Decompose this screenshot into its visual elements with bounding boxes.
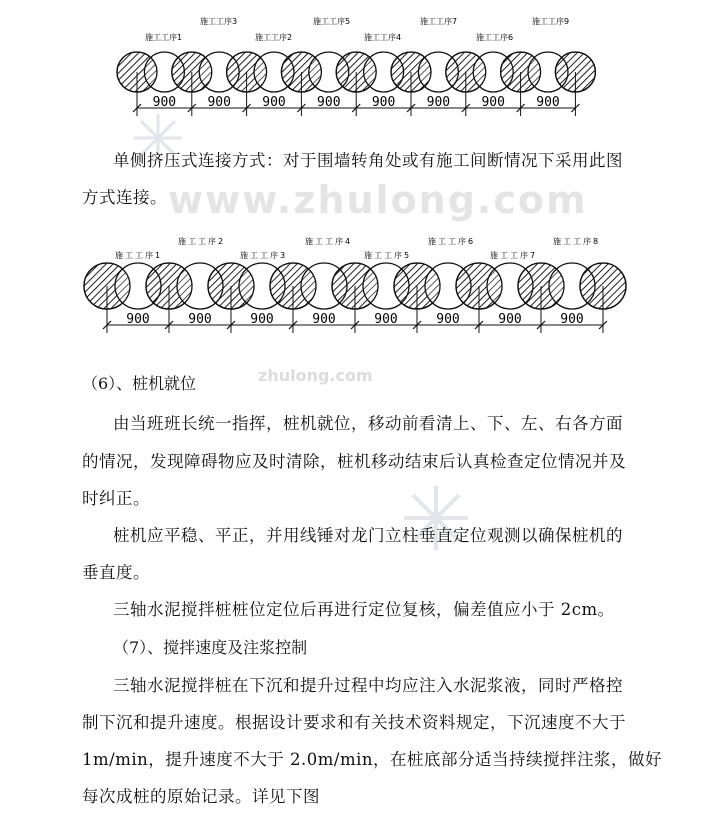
watermark-small: zhulong.com — [258, 366, 373, 385]
section-7-para-1-line-2: 制下沉和提升速度。根据设计要求和有关技术资料规定，下沉速度不大于 — [82, 713, 626, 732]
fig1-label-top-3: 施工工序7 — [420, 17, 458, 26]
section-6-para-1-line-1: 由当班班长统一指挥，桩机就位，移动前看清上、下、左、右各方面 — [113, 414, 623, 433]
fig1-label-top-4: 施工工序9 — [532, 17, 570, 26]
dimension-label: 900 — [498, 312, 522, 327]
fig2-label-bottom-1: 施工工序1 — [115, 251, 163, 260]
dimension-label: 900 — [426, 95, 451, 110]
paragraph-connection-line-2: 方式连接。 — [82, 188, 167, 207]
dimension-label: 900 — [436, 312, 460, 327]
fig2-label-bottom-4: 施工工序7 — [490, 251, 538, 260]
section-6-para-2-line-1: 桩机应平稳、平正，并用线锤对龙门立柱垂直定位观测以确保桩机的 — [113, 526, 623, 545]
dimension-label: 900 — [371, 95, 396, 110]
dimension-label: 900 — [374, 312, 398, 327]
pile-diagram-2 — [0, 228, 718, 338]
section-7-heading: （7）、搅拌速度及注浆控制 — [113, 638, 308, 657]
fig1-label-bottom-1: 施工工序1 — [145, 33, 183, 42]
section-6-para-1-line-2: 的情况，发现障碍物应及时清除，桩机移动结束后认真检查定位情况并及 — [82, 452, 626, 471]
watermark-logo-icon — [396, 478, 476, 558]
section-7-para-1-line-1: 三轴水泥搅拌桩在下沉和提升过程中均应注入水泥浆液，同时严格控 — [113, 676, 623, 695]
dimension-label: 900 — [207, 95, 231, 110]
fig2-label-top-2: 施工工序4 — [305, 237, 353, 246]
fig2-label-bottom-2: 施工工序3 — [240, 251, 288, 260]
section-7-para-1-line-3: 1m/min，提升速度不大于 2.0m/min，在桩底部分适当持续搅拌注浆，做好 — [82, 750, 662, 769]
watermark-url: www.zhulong.com — [168, 178, 588, 222]
fig2-label-top-1: 施工工序2 — [178, 237, 226, 246]
pile-diagram-1 — [0, 0, 718, 130]
fig2-label-top-4: 施工工序8 — [553, 237, 601, 246]
dimension-label: 900 — [262, 95, 286, 110]
dimension-label: 900 — [317, 95, 341, 110]
dimension-label: 900 — [481, 95, 505, 110]
fig1-label-top-1: 施工工序3 — [200, 17, 238, 26]
section-6-heading: （6）、桩机就位 — [82, 374, 197, 393]
dimension-label: 900 — [188, 312, 212, 327]
fig2-label-bottom-3: 施工工序5 — [364, 251, 412, 260]
section-6-para-1-line-3: 时纠正。 — [82, 489, 150, 508]
dimension-label: 900 — [126, 312, 150, 327]
section-7-para-1-line-4: 每次成桩的原始记录。详见下图 — [82, 787, 320, 806]
fig1-label-bottom-3: 施工工序4 — [364, 33, 402, 42]
fig1-label-top-2: 施工工序5 — [313, 17, 351, 26]
pile-diagram-2-svg — [0, 228, 718, 338]
fig2-label-top-3: 施工工序6 — [428, 237, 476, 246]
pile-diagram-1-svg — [0, 0, 718, 130]
fig1-label-bottom-2: 施工工序2 — [255, 33, 293, 42]
section-6-para-3-line-1: 三轴水泥搅拌桩桩位定位后再进行定位复核，偏差值应小于 2cm。 — [113, 600, 615, 619]
dimension-label: 900 — [560, 312, 584, 327]
dimension-label: 900 — [312, 312, 336, 327]
fig1-label-bottom-4: 施工工序6 — [476, 33, 514, 42]
section-6-para-2-line-2: 垂直度。 — [82, 563, 150, 582]
dimension-label: 900 — [536, 95, 560, 110]
paragraph-connection-line-1: 单侧挤压式连接方式：对于围墙转角处或有施工间断情况下采用此图 — [113, 151, 623, 170]
dimension-label: 900 — [250, 312, 274, 327]
dimension-label: 900 — [152, 95, 177, 110]
